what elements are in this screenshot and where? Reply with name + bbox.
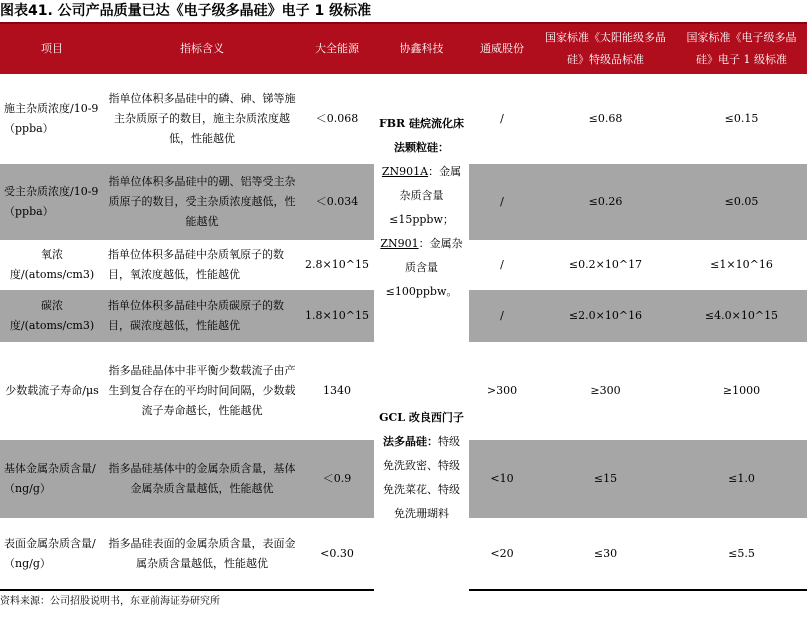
cell-meaning: 指单位体积多晶硅中杂质碳原子的数目，碳浓度越低，性能越优 — [104, 290, 300, 342]
cell-tongwei: / — [469, 74, 535, 164]
gcl-siemens-cell — [374, 342, 469, 590]
cell-tongwei: >300 — [469, 342, 535, 440]
gcl-fbr-text2: ：金属杂质含量≤100ppbw。 — [385, 237, 463, 298]
cell-solar-standard: ≤30 — [535, 518, 676, 590]
cell-daqo: ＜0.9 — [300, 440, 374, 518]
cell-item: 基体金属杂质含量/（ng/g） — [0, 440, 104, 518]
cell-daqo: ＜0.068 — [300, 74, 374, 164]
figure-title: 图表41. 公司产品质量已达《电子级多晶硅》电子 1 级标准 — [0, 3, 372, 19]
header-cell-tongwei: 通威股份 — [469, 23, 535, 74]
gcl-siemens-text: 特级免洗致密、特级免洗菜花、特级免洗珊瑚料 — [383, 435, 460, 520]
cell-electronic-standard: ≤5.5 — [676, 518, 807, 590]
table-row — [0, 342, 807, 440]
cell-solar-standard: ≤15 — [535, 440, 676, 518]
cell-electronic-standard: ≤1.0 — [676, 440, 807, 518]
cell-daqo: <0.30 — [300, 518, 374, 590]
cell-solar-standard: ≤0.68 — [535, 74, 676, 164]
header-cell-item: 项目 — [0, 23, 104, 74]
cell-solar-standard: ≤0.26 — [535, 164, 676, 240]
header-cell-daqo: 大全能源 — [300, 23, 374, 74]
cell-tongwei: <10 — [469, 440, 535, 518]
cell-solar-standard: ≤2.0×10^16 — [535, 290, 676, 342]
header-cell-solar-standard: 国家标准《太阳能级多晶硅》特级品标准 — [535, 23, 676, 74]
cell-item: 施主杂质浓度/10-9（ppba） — [0, 74, 104, 164]
cell-electronic-standard: ≤0.05 — [676, 164, 807, 240]
cell-meaning: 指多晶硅基体中的金属杂质含量，基体金属杂质含量越低，性能越优 — [104, 440, 300, 518]
cell-item: 少数载流子寿命/μs — [0, 342, 104, 440]
header-row — [0, 23, 807, 74]
header-cell-meaning: 指标含义 — [104, 23, 300, 74]
cell-meaning: 指单位体积多晶硅中的硼、铝等受主杂质原子的数目，受主杂质浓度越低，性能越优 — [104, 164, 300, 240]
cell-solar-standard: ≥300 — [535, 342, 676, 440]
cell-electronic-standard: ≤0.15 — [676, 74, 807, 164]
cell-tongwei: / — [469, 240, 535, 290]
gcl-fbr-code1: ZN901A — [381, 165, 429, 178]
gcl-fbr-text1: ：金属杂质含量≤15ppbw； — [389, 165, 462, 226]
gcl-fbr-cell — [374, 74, 469, 342]
cell-tongwei: / — [469, 164, 535, 240]
table-row — [0, 74, 807, 164]
cell-electronic-standard: ≤4.0×10^15 — [676, 290, 807, 342]
comparison-table — [0, 22, 807, 591]
header-cell-gcl: 协鑫科技 — [374, 23, 469, 74]
cell-solar-standard: ≤0.2×10^17 — [535, 240, 676, 290]
gcl-fbr-code2: ZN901 — [380, 237, 419, 250]
cell-electronic-standard: ≤1×10^16 — [676, 240, 807, 290]
cell-tongwei: / — [469, 290, 535, 342]
cell-daqo: 1340 — [300, 342, 374, 440]
source-note: 资料来源：公司招股说明书，东亚前海证券研究所 — [0, 596, 220, 607]
cell-meaning: 指单位体积多晶硅中的磷、砷、锑等施主杂质原子的数目，施主杂质浓度越低，性能越优 — [104, 74, 300, 164]
gcl-siemens-heading: GCL 改良西门子法多晶硅： — [379, 411, 464, 448]
cell-item: 表面金属杂质含量/（ng/g） — [0, 518, 104, 590]
cell-electronic-standard: ≥1000 — [676, 342, 807, 440]
header-cell-electronic-standard: 国家标准《电子级多晶硅》电子 1 级标准 — [676, 23, 807, 74]
cell-tongwei: <20 — [469, 518, 535, 590]
cell-meaning: 指多晶硅晶体中非平衡少数载流子由产生到复合存在的平均时间间隔，少数载流子寿命越长，性能越优 — [104, 342, 300, 440]
cell-daqo: 1.8×10^15 — [300, 290, 374, 342]
cell-meaning: 指多晶硅表面的金属杂质含量，表面金属杂质含量越低，性能越优 — [104, 518, 300, 590]
cell-item: 氧浓度/(atoms/cm3) — [0, 240, 104, 290]
cell-item: 碳浓度/(atoms/cm3) — [0, 290, 104, 342]
cell-item: 受主杂质浓度/10-9（ppba） — [0, 164, 104, 240]
cell-daqo: ＜0.034 — [300, 164, 374, 240]
cell-meaning: 指单位体积多晶硅中杂质氧原子的数目，氧浓度越低，性能越优 — [104, 240, 300, 290]
cell-daqo: 2.8×10^15 — [300, 240, 374, 290]
gcl-fbr-heading: FBR 硅烷流化床法颗粒硅： — [378, 117, 465, 154]
